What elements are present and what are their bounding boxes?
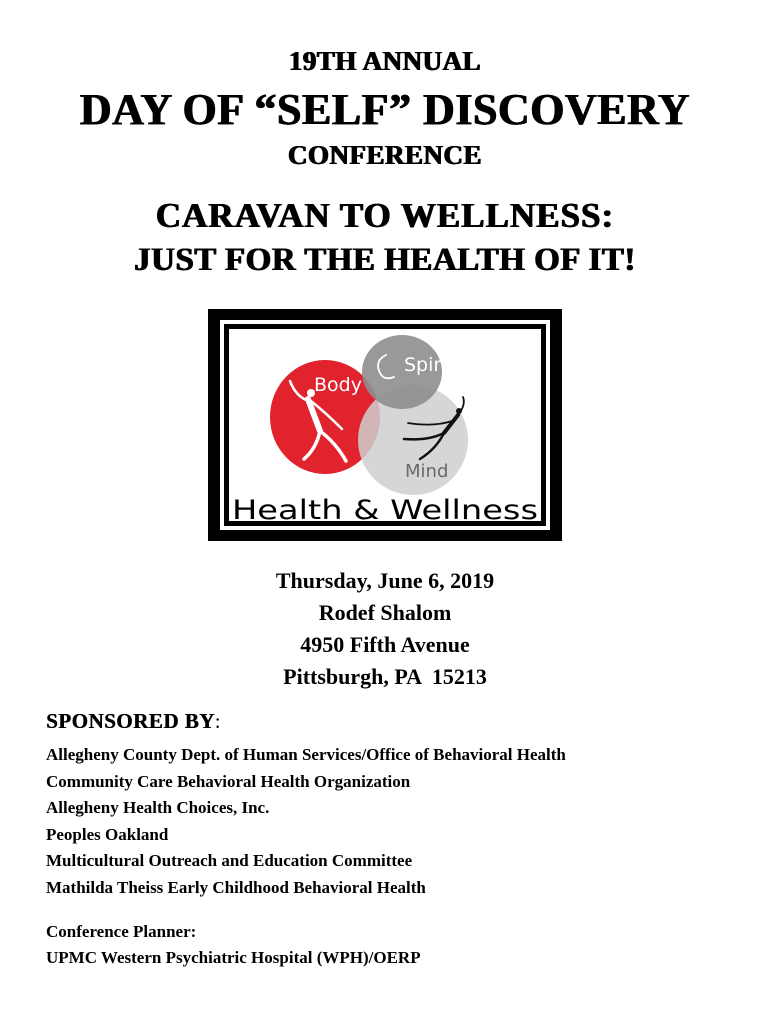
logo-spirit-label: Spirit: [404, 354, 454, 376]
conference-label: CONFERENCE: [287, 140, 482, 170]
list-item: Peoples Oakland: [46, 824, 169, 844]
event-venue: Rodef Shalom: [318, 600, 452, 625]
planner-label: Conference Planner:: [46, 922, 197, 941]
sponsored-heading: [46, 709, 221, 734]
sponsor-list: [46, 742, 746, 901]
list-item: Allegheny Health Choices, Inc.: [46, 798, 270, 817]
logo-mind-label: Mind: [405, 461, 449, 482]
theme-line-2: JUST FOR THE HEALTH OF IT!: [134, 242, 636, 278]
page-title: DAY OF “SELF” DISCOVERY: [79, 85, 691, 134]
list-item: Allegheny County Dept. of Human Services/Office of Behavioral Health: [46, 745, 566, 764]
event-street: 4950 Fifth Avenue: [300, 632, 470, 657]
event-details: [0, 565, 770, 693]
annual-label: 19TH ANNUAL: [288, 46, 482, 76]
event-city: Pittsburgh, PA 15213: [283, 664, 487, 689]
list-item: Community Care Behavioral Health Organization: [46, 771, 411, 791]
list-item: Mathilda Theiss Early Childhood Behavioral Health: [46, 877, 426, 897]
sponsored-heading-text: SPONSORED BY: [46, 709, 215, 733]
list-item: Multicultural Outreach and Education Committee: [46, 851, 413, 870]
sponsored-heading-colon: :: [214, 709, 221, 733]
logo-body-label: Body: [314, 374, 362, 396]
planner-value: UPMC Western Psychiatric Hospital (WPH)/OERP: [46, 948, 421, 967]
event-date: Thursday, June 6, 2019: [275, 568, 495, 593]
health-wellness-logo: [208, 309, 562, 541]
logo-caption: Health & Wellness: [232, 495, 538, 526]
theme-line-1: CARAVAN TO WELLNESS:: [155, 196, 615, 235]
